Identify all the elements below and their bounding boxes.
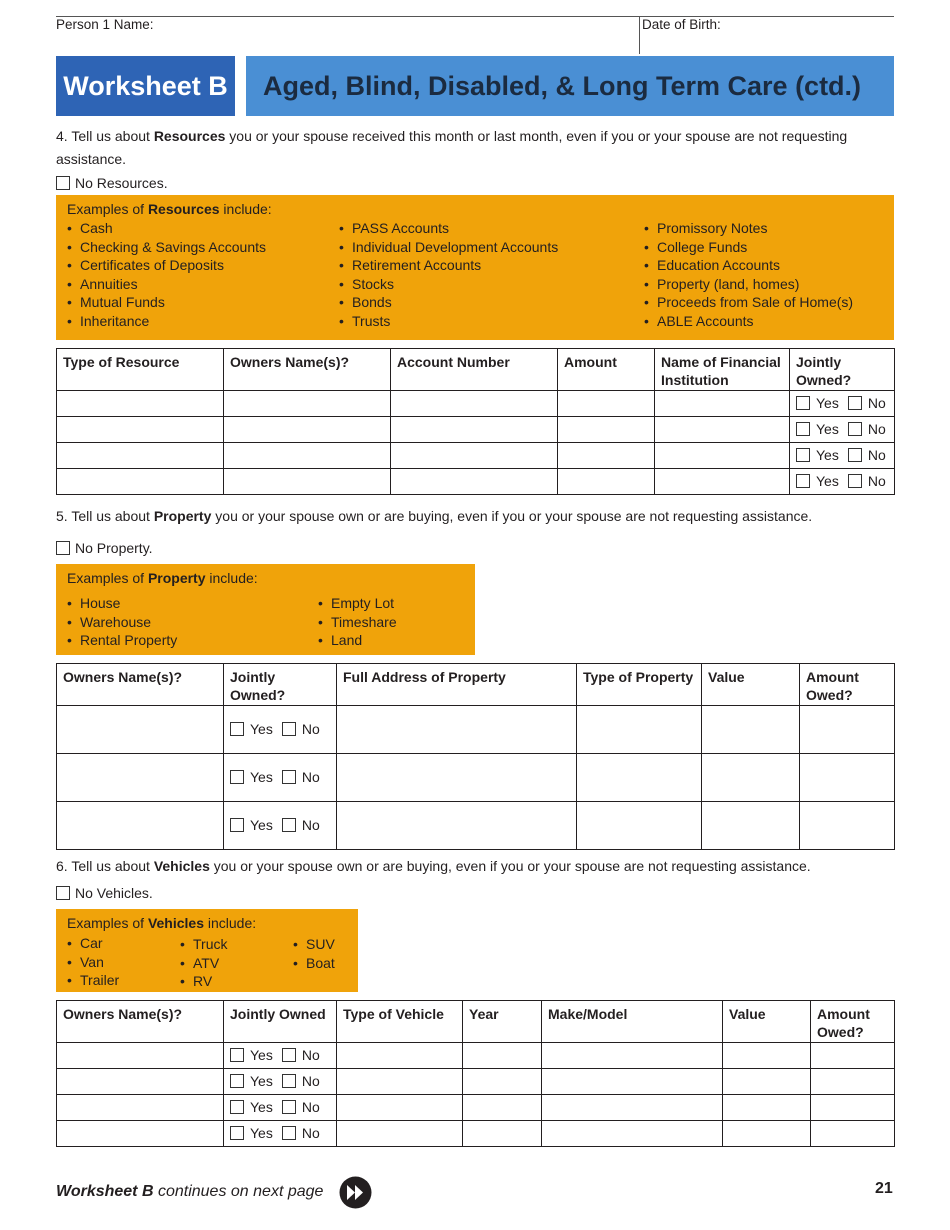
table-cell[interactable] <box>723 1043 811 1069</box>
table-cell[interactable] <box>463 1043 542 1069</box>
table-cell[interactable] <box>337 1121 463 1147</box>
header-divider <box>639 16 640 54</box>
list-item: • Proceeds from Sale of Home(s) <box>633 293 853 312</box>
table-cell[interactable] <box>57 469 224 495</box>
yes-checkbox[interactable] <box>230 1126 244 1140</box>
column-header: Jointly Owned <box>224 1001 337 1043</box>
table-cell[interactable] <box>723 1069 811 1095</box>
column-header: Amount <box>558 349 655 391</box>
yes-checkbox[interactable] <box>796 474 810 488</box>
list-item: • Car <box>56 934 119 953</box>
jointly-owned-cell: Yes No <box>790 391 895 417</box>
table-cell[interactable] <box>811 1043 895 1069</box>
page-number: 21 <box>875 1180 893 1197</box>
header-rule <box>56 16 894 17</box>
no-checkbox[interactable] <box>282 818 296 832</box>
table-cell[interactable] <box>57 706 224 754</box>
table-header-row <box>57 349 895 391</box>
column-header: Owners Name(s)? <box>224 349 391 391</box>
no-vehicles-option[interactable]: No Vehicles. <box>56 885 153 901</box>
column-header: Name of Financial Institution <box>655 349 790 391</box>
table-cell[interactable] <box>57 391 224 417</box>
list-item: • Education Accounts <box>633 256 853 275</box>
list-item: • Bonds <box>328 293 558 312</box>
table-cell[interactable] <box>224 417 391 443</box>
column-header: Value <box>723 1001 811 1043</box>
table-cell[interactable] <box>337 1069 463 1095</box>
column-header: Owners Name(s)? <box>57 664 224 706</box>
column-header: Jointly Owned? <box>790 349 895 391</box>
list-item: • ABLE Accounts <box>633 312 853 331</box>
page-title <box>246 56 894 116</box>
table-cell[interactable] <box>57 1121 224 1147</box>
table-row <box>57 391 895 417</box>
vehicles-table <box>56 1000 895 1147</box>
table-row <box>57 754 895 802</box>
column-header: Account Number <box>391 349 558 391</box>
table-row <box>57 417 895 443</box>
fast-forward-icon <box>339 1176 372 1209</box>
column-header: Amount Owed? <box>800 664 895 706</box>
column-header: Year <box>463 1001 542 1043</box>
list-item: • House <box>56 594 177 613</box>
no-checkbox[interactable] <box>848 474 862 488</box>
list-item: • Annuities <box>56 275 266 294</box>
table-cell[interactable] <box>542 1121 723 1147</box>
no-checkbox[interactable] <box>282 722 296 736</box>
list-item: • Mutual Funds <box>56 293 266 312</box>
worksheet-label: Worksheet B <box>63 70 228 101</box>
property-examples-title: Examples of Property include: <box>67 570 258 586</box>
jointly-owned-cell: Yes No <box>224 802 337 850</box>
table-cell[interactable] <box>723 1095 811 1121</box>
list-item: • College Funds <box>633 238 853 257</box>
table-cell[interactable] <box>337 1043 463 1069</box>
jointly-owned-cell: Yes No <box>790 417 895 443</box>
jointly-owned-cell: Yes No <box>224 1121 337 1147</box>
list-item: • RV <box>169 972 227 991</box>
jointly-owned-cell: Yes No <box>224 1043 337 1069</box>
jointly-owned-cell: Yes No <box>224 754 337 802</box>
table-cell[interactable] <box>558 391 655 417</box>
column-header: Type of Vehicle <box>337 1001 463 1043</box>
list-item: • Retirement Accounts <box>328 256 558 275</box>
table-cell[interactable] <box>57 1069 224 1095</box>
jointly-owned-cell: Yes No <box>224 1095 337 1121</box>
no-checkbox[interactable] <box>282 770 296 784</box>
list-item: • Van <box>56 953 119 972</box>
column-header: Type of Resource <box>57 349 224 391</box>
jointly-owned-cell: Yes No <box>790 469 895 495</box>
list-item: • Individual Development Accounts <box>328 238 558 257</box>
table-cell[interactable] <box>655 417 790 443</box>
table-cell[interactable] <box>224 469 391 495</box>
table-cell[interactable] <box>702 802 800 850</box>
table-cell[interactable] <box>463 1121 542 1147</box>
list-item: • Promissory Notes <box>633 219 853 238</box>
footer-continues: Worksheet B continues on next page <box>56 1183 324 1200</box>
list-item: • Land <box>307 631 397 650</box>
table-cell[interactable] <box>57 417 224 443</box>
yes-checkbox[interactable] <box>230 818 244 832</box>
table-cell[interactable] <box>542 1069 723 1095</box>
table-cell[interactable] <box>224 443 391 469</box>
table-cell[interactable] <box>702 706 800 754</box>
list-item: • Cash <box>56 219 266 238</box>
table-cell[interactable] <box>391 391 558 417</box>
column-header: Type of Property <box>577 664 702 706</box>
no-vehicles-checkbox[interactable] <box>56 886 70 900</box>
page-title-text: Aged, Blind, Disabled, & Long Term Care (ctd.) <box>263 70 862 101</box>
table-cell[interactable] <box>702 754 800 802</box>
table-row <box>57 443 895 469</box>
table-cell[interactable] <box>57 1095 224 1121</box>
property-table <box>56 663 895 850</box>
table-cell[interactable] <box>800 802 895 850</box>
table-cell[interactable] <box>655 391 790 417</box>
table-row <box>57 1069 895 1095</box>
table-cell[interactable] <box>57 443 224 469</box>
list-item: • Rental Property <box>56 631 177 650</box>
table-cell[interactable] <box>57 1043 224 1069</box>
list-item: • Warehouse <box>56 613 177 632</box>
jointly-owned-cell: Yes No <box>224 706 337 754</box>
table-row <box>57 1095 895 1121</box>
table-cell[interactable] <box>224 391 391 417</box>
resources-examples-box <box>56 195 894 340</box>
table-cell[interactable] <box>558 469 655 495</box>
table-row <box>57 802 895 850</box>
yes-checkbox[interactable] <box>230 770 244 784</box>
table-cell[interactable] <box>811 1095 895 1121</box>
list-item: • Inheritance <box>56 312 266 331</box>
table-cell[interactable] <box>57 802 224 850</box>
vehicles-question: 6. Tell us about Vehicles you or your spouse own or are buying, even if you or your spouse are not requesting assistance. <box>56 858 811 874</box>
yes-checkbox[interactable] <box>230 722 244 736</box>
vehicles-examples-col1 <box>56 934 119 990</box>
column-header: Amount Owed? <box>811 1001 895 1043</box>
vehicles-examples-col3 <box>282 935 335 972</box>
column-header: Owners Name(s)? <box>57 1001 224 1043</box>
jointly-owned-cell: Yes No <box>224 1069 337 1095</box>
table-cell[interactable] <box>463 1095 542 1121</box>
yes-checkbox[interactable] <box>230 1048 244 1062</box>
list-item: • Stocks <box>328 275 558 294</box>
table-cell[interactable] <box>542 1043 723 1069</box>
list-item: • SUV <box>282 935 335 954</box>
vehicles-examples-title: Examples of Vehicles include: <box>67 915 257 931</box>
table-cell[interactable] <box>800 706 895 754</box>
table-cell[interactable] <box>577 706 702 754</box>
table-row <box>57 1121 895 1147</box>
no-resources-option[interactable]: No Resources. <box>56 175 168 191</box>
table-cell[interactable] <box>577 802 702 850</box>
table-cell[interactable] <box>57 754 224 802</box>
list-item: • Trusts <box>328 312 558 331</box>
table-row <box>57 706 895 754</box>
table-cell[interactable] <box>391 469 558 495</box>
table-cell[interactable] <box>542 1095 723 1121</box>
person-name-label: Person 1 Name: <box>56 17 154 32</box>
column-header: Make/Model <box>542 1001 723 1043</box>
table-cell[interactable] <box>463 1069 542 1095</box>
no-resources-checkbox[interactable] <box>56 176 70 190</box>
table-cell[interactable] <box>337 754 577 802</box>
table-cell[interactable] <box>800 754 895 802</box>
table-row <box>57 1043 895 1069</box>
column-header: Jointly Owned? <box>224 664 337 706</box>
column-header: Value <box>702 664 800 706</box>
table-cell[interactable] <box>655 469 790 495</box>
no-property-option[interactable]: No Property. <box>56 540 153 556</box>
list-item: • ATV <box>169 954 227 973</box>
list-item: • Property (land, homes) <box>633 275 853 294</box>
yes-checkbox[interactable] <box>796 396 810 410</box>
table-cell[interactable] <box>558 417 655 443</box>
table-cell[interactable] <box>558 443 655 469</box>
yes-checkbox[interactable] <box>230 1074 244 1088</box>
table-cell[interactable] <box>391 417 558 443</box>
table-cell[interactable] <box>337 802 577 850</box>
no-checkbox[interactable] <box>282 1126 296 1140</box>
date-of-birth-label: Date of Birth: <box>642 17 721 32</box>
no-checkbox[interactable] <box>282 1100 296 1114</box>
resources-question: 4. Tell us about Resources you or your spouse received this month or last month, even if you or your spouse are not requesting assistance. <box>56 128 848 167</box>
table-cell[interactable] <box>577 754 702 802</box>
list-item: • Certificates of Deposits <box>56 256 266 275</box>
list-item: • Timeshare <box>307 613 397 632</box>
worksheet-badge <box>56 56 235 116</box>
property-examples-box <box>56 564 475 655</box>
no-checkbox[interactable] <box>848 422 862 436</box>
list-item: • Empty Lot <box>307 594 397 613</box>
resources-table <box>56 348 895 495</box>
list-item: • Checking & Savings Accounts <box>56 238 266 257</box>
yes-checkbox[interactable] <box>796 422 810 436</box>
list-item: • Trailer <box>56 971 119 990</box>
no-checkbox[interactable] <box>282 1074 296 1088</box>
resources-examples-col2 <box>328 219 558 331</box>
table-cell[interactable] <box>391 443 558 469</box>
property-examples-col2 <box>307 594 397 650</box>
list-item: • PASS Accounts <box>328 219 558 238</box>
table-header-row <box>57 1001 895 1043</box>
yes-checkbox[interactable] <box>796 448 810 462</box>
resources-examples-col1 <box>56 219 266 331</box>
no-checkbox[interactable] <box>848 448 862 462</box>
property-question: 5. Tell us about Property you or your spouse own or are buying, even if you or your spouse are not requesting assistance. <box>56 508 813 524</box>
jointly-owned-cell: Yes No <box>790 443 895 469</box>
table-cell[interactable] <box>337 1095 463 1121</box>
list-item: • Truck <box>169 935 227 954</box>
yes-checkbox[interactable] <box>230 1100 244 1114</box>
property-examples-col1 <box>56 594 177 650</box>
column-header: Full Address of Property <box>337 664 577 706</box>
resources-examples-title: Examples of Resources include: <box>67 201 272 217</box>
table-cell[interactable] <box>337 706 577 754</box>
table-header-row <box>57 664 895 706</box>
table-cell[interactable] <box>723 1121 811 1147</box>
no-property-checkbox[interactable] <box>56 541 70 555</box>
table-cell[interactable] <box>811 1121 895 1147</box>
no-checkbox[interactable] <box>282 1048 296 1062</box>
vehicles-examples-col2 <box>169 935 227 991</box>
table-row <box>57 469 895 495</box>
table-cell[interactable] <box>655 443 790 469</box>
list-item: • Boat <box>282 954 335 973</box>
vehicles-examples-box <box>56 909 358 992</box>
no-checkbox[interactable] <box>848 396 862 410</box>
resources-examples-col3 <box>633 219 853 331</box>
table-cell[interactable] <box>811 1069 895 1095</box>
